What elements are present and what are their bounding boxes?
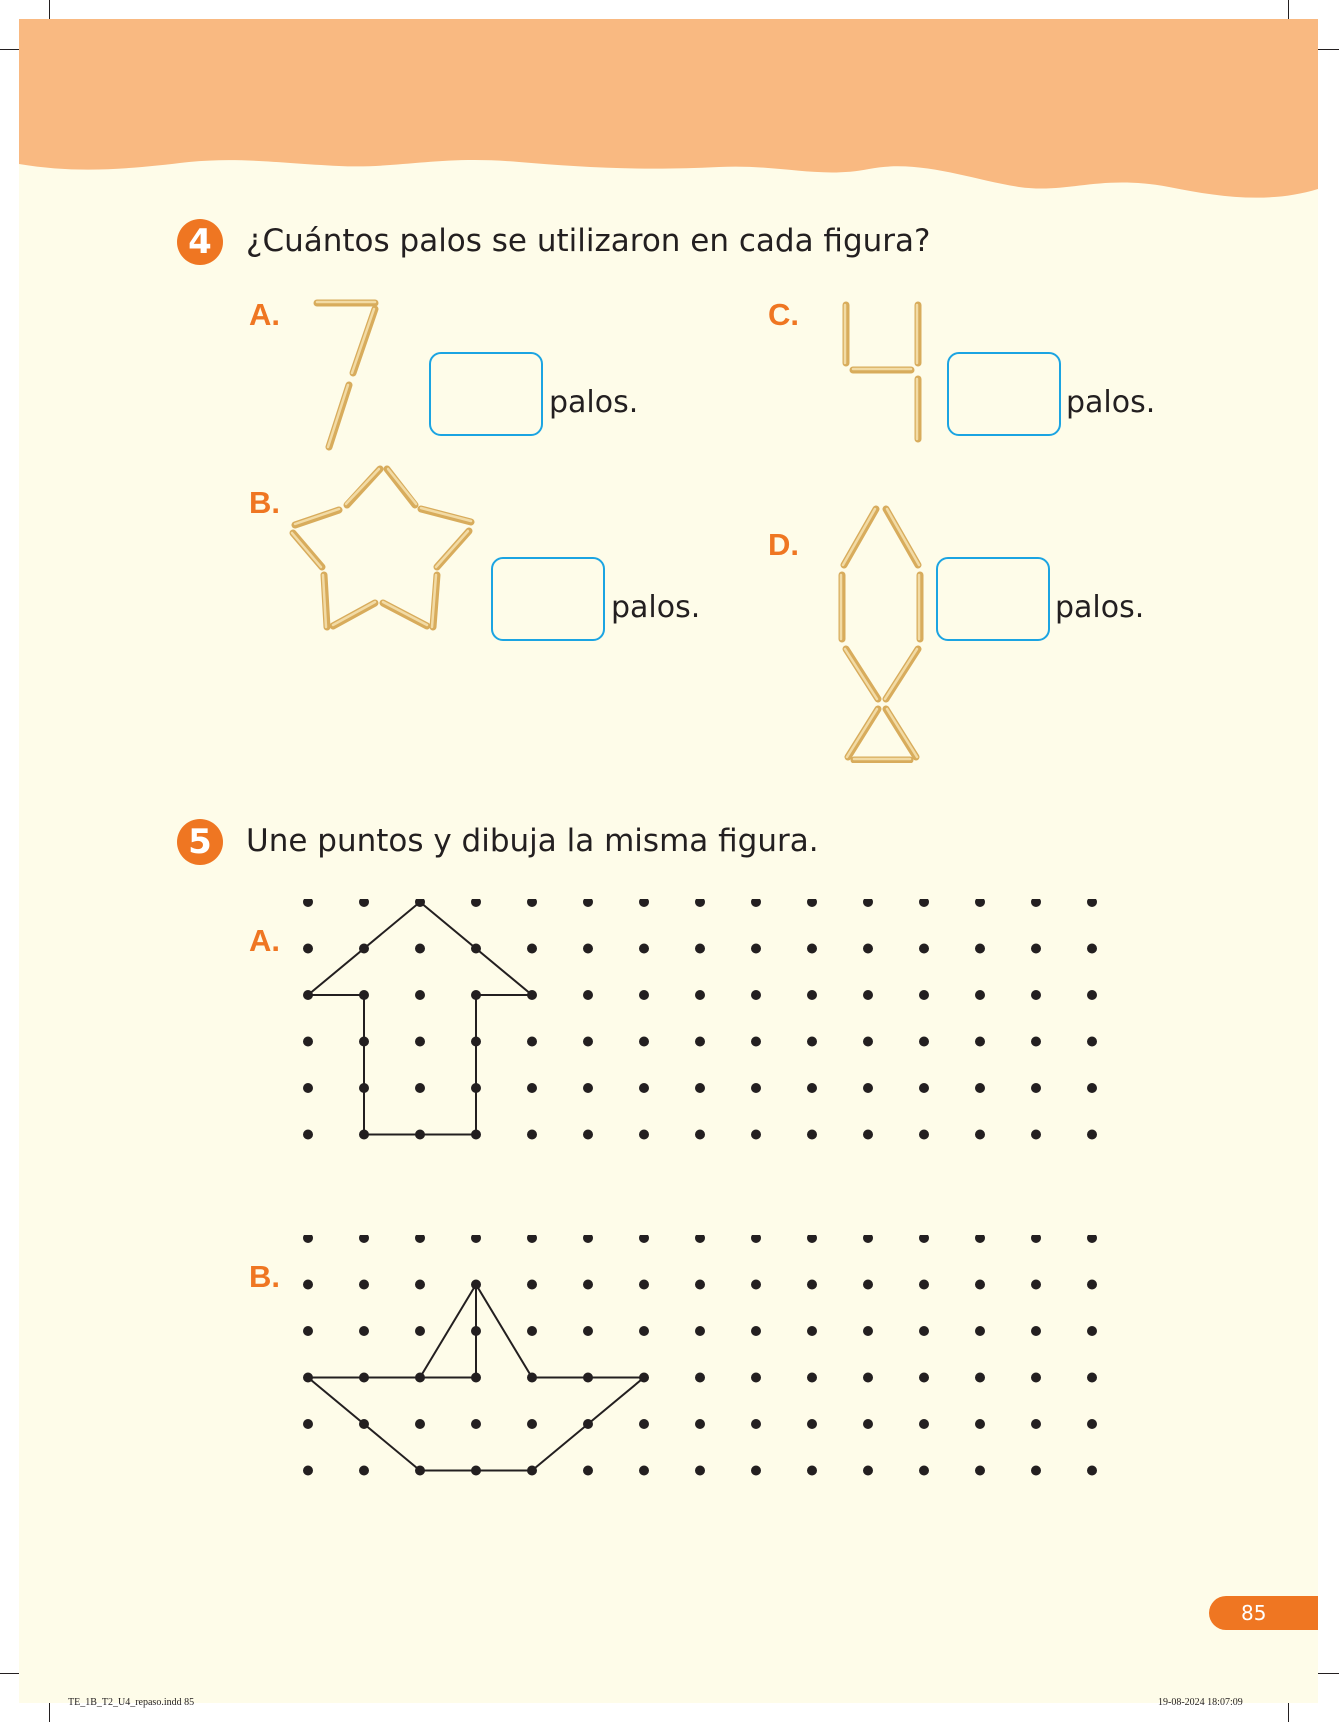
grid-dot[interactable] (863, 1235, 873, 1243)
grid-dot[interactable] (863, 1419, 873, 1429)
grid-dot[interactable] (471, 1419, 481, 1429)
item-label-d: D. (768, 527, 799, 562)
grid-dot[interactable] (415, 1037, 425, 1047)
grid-dot[interactable] (359, 899, 369, 907)
grid-dot[interactable] (1087, 899, 1097, 907)
timestamp: 19-08-2024 18:07:09 (1158, 1697, 1243, 1708)
grid-dot[interactable] (751, 899, 761, 907)
grid-dot[interactable] (807, 1326, 817, 1336)
item-label-b: B. (249, 485, 280, 520)
number-seven-of-sticks-figure (309, 297, 409, 457)
number-four-of-sticks-figure (837, 299, 937, 459)
grid-dot[interactable] (863, 1130, 873, 1140)
grid-dot[interactable] (863, 990, 873, 1000)
grid-dot[interactable] (415, 1083, 425, 1093)
grid-dot[interactable] (639, 944, 649, 954)
grid-dot[interactable] (751, 990, 761, 1000)
grid-dot[interactable] (583, 1466, 593, 1476)
grid-dot[interactable] (471, 1326, 481, 1336)
grid-dot[interactable] (695, 899, 705, 907)
grid-dot[interactable] (975, 1235, 985, 1243)
grid-dot[interactable] (1031, 1130, 1041, 1140)
grid-dot[interactable] (527, 1130, 537, 1140)
grid-dot[interactable] (303, 1083, 313, 1093)
grid-dot[interactable] (919, 1235, 929, 1243)
grid-dot[interactable] (415, 1466, 425, 1476)
grid-dot[interactable] (303, 1326, 313, 1336)
grid-dot[interactable] (975, 899, 985, 907)
grid-dot[interactable] (415, 1373, 425, 1383)
grid-dot[interactable] (583, 1083, 593, 1093)
grid-dot[interactable] (639, 1235, 649, 1243)
grid-dot[interactable] (471, 1280, 481, 1290)
grid-dot[interactable] (1087, 1083, 1097, 1093)
exercise-prompt: ¿Cuántos palos se utilizaron en cada figura? (246, 223, 931, 259)
grid-dot[interactable] (807, 1280, 817, 1290)
grid-dot[interactable] (527, 1037, 537, 1047)
grid-dot[interactable] (751, 1326, 761, 1336)
grid-dot[interactable] (919, 1037, 929, 1047)
grid-dot[interactable] (1087, 1373, 1097, 1383)
unit-label-d: palos. (1055, 590, 1145, 625)
item-label-a: A. (249, 923, 280, 958)
grid-dot[interactable] (919, 899, 929, 907)
grid-dot[interactable] (807, 1466, 817, 1476)
grid-dot[interactable] (919, 1373, 929, 1383)
grid-dot[interactable] (1087, 1037, 1097, 1047)
grid-dot[interactable] (415, 1419, 425, 1429)
grid-dot[interactable] (975, 1280, 985, 1290)
grid-dot[interactable] (1087, 990, 1097, 1000)
grid-dot[interactable] (583, 1235, 593, 1243)
grid-dot[interactable] (527, 944, 537, 954)
grid-dot[interactable] (359, 1419, 369, 1429)
grid-dot[interactable] (1087, 1130, 1097, 1140)
grid-dot[interactable] (583, 899, 593, 907)
grid-dot[interactable] (639, 1083, 649, 1093)
grid-dot[interactable] (527, 1326, 537, 1336)
grid-dot[interactable] (975, 1373, 985, 1383)
grid-dot[interactable] (415, 944, 425, 954)
grid-dot[interactable] (303, 990, 313, 1000)
fish-of-sticks-figure (834, 503, 934, 763)
grid-dot[interactable] (695, 944, 705, 954)
grid-dot[interactable] (919, 1280, 929, 1290)
grid-dot[interactable] (359, 1037, 369, 1047)
grid-dot[interactable] (1087, 1235, 1097, 1243)
grid-dot[interactable] (527, 1083, 537, 1093)
exercise-prompt: Une puntos y dibuja la misma figura. (246, 823, 819, 859)
grid-dot[interactable] (471, 1235, 481, 1243)
grid-dot[interactable] (919, 1419, 929, 1429)
unit-label-a: palos. (549, 385, 639, 420)
grid-dot[interactable] (583, 944, 593, 954)
grid-dot[interactable] (1031, 1037, 1041, 1047)
grid-dot[interactable] (415, 1326, 425, 1336)
grid-dot[interactable] (639, 1466, 649, 1476)
grid-dot[interactable] (751, 1037, 761, 1047)
grid-dot[interactable] (863, 1466, 873, 1476)
grid-dot[interactable] (919, 1326, 929, 1336)
grid-dot[interactable] (527, 990, 537, 1000)
item-label-a: A. (249, 297, 280, 332)
header-band (19, 19, 1318, 209)
grid-dot[interactable] (975, 1037, 985, 1047)
grid-dot[interactable] (919, 1083, 929, 1093)
grid-dot[interactable] (359, 1373, 369, 1383)
grid-dot[interactable] (695, 1235, 705, 1243)
answer-box-c[interactable] (947, 352, 1061, 436)
workbook-page (19, 19, 1318, 1703)
grid-dot[interactable] (1031, 1083, 1041, 1093)
grid-dot[interactable] (863, 1083, 873, 1093)
grid-dot[interactable] (359, 1083, 369, 1093)
grid-dot[interactable] (1087, 1419, 1097, 1429)
grid-dot[interactable] (471, 1373, 481, 1383)
grid-dot[interactable] (527, 1280, 537, 1290)
grid-dot[interactable] (359, 1466, 369, 1476)
grid-dot[interactable] (471, 1466, 481, 1476)
grid-dot[interactable] (471, 899, 481, 907)
grid-dot[interactable] (695, 1466, 705, 1476)
grid-dot[interactable] (863, 1326, 873, 1336)
grid-dot[interactable] (695, 990, 705, 1000)
grid-dot[interactable] (695, 1419, 705, 1429)
grid-dot[interactable] (527, 1419, 537, 1429)
grid-dot[interactable] (919, 944, 929, 954)
grid-dot[interactable] (303, 1466, 313, 1476)
grid-dot[interactable] (583, 1326, 593, 1336)
grid-dot[interactable] (639, 1326, 649, 1336)
grid-dot[interactable] (471, 1130, 481, 1140)
grid-dot[interactable] (751, 1130, 761, 1140)
grid-dot[interactable] (807, 1373, 817, 1383)
grid-dot[interactable] (975, 1326, 985, 1336)
arrow-up-on-dot-grid[interactable] (269, 899, 1099, 1159)
answer-box-b[interactable] (491, 557, 605, 641)
grid-dot[interactable] (471, 1083, 481, 1093)
grid-dot[interactable] (807, 1419, 817, 1429)
grid-dot[interactable] (1031, 1419, 1041, 1429)
grid-dot[interactable] (695, 1083, 705, 1093)
grid-dot[interactable] (919, 990, 929, 1000)
grid-dot[interactable] (1087, 1466, 1097, 1476)
grid-dot[interactable] (751, 944, 761, 954)
grid-dot[interactable] (919, 1130, 929, 1140)
grid-dot[interactable] (359, 1130, 369, 1140)
grid-dot[interactable] (975, 944, 985, 954)
item-label-c: C. (768, 297, 799, 332)
grid-dot[interactable] (303, 899, 313, 907)
grid-dot[interactable] (359, 944, 369, 954)
grid-dot[interactable] (415, 1235, 425, 1243)
grid-dot[interactable] (695, 1037, 705, 1047)
unit-label-c: palos. (1066, 385, 1156, 420)
boat-on-dot-grid[interactable] (269, 1235, 1099, 1495)
grid-dot[interactable] (807, 944, 817, 954)
grid-dot[interactable] (359, 1326, 369, 1336)
grid-dot[interactable] (1087, 1326, 1097, 1336)
grid-dot[interactable] (751, 1235, 761, 1243)
grid-dot[interactable] (583, 1130, 593, 1140)
grid-dot[interactable] (415, 1130, 425, 1140)
grid-dot[interactable] (471, 1037, 481, 1047)
grid-dot[interactable] (975, 1130, 985, 1140)
grid-dot[interactable] (359, 1280, 369, 1290)
grid-dot[interactable] (807, 899, 817, 907)
exercise-number: 4 (177, 219, 223, 265)
grid-dot[interactable] (639, 1037, 649, 1047)
grid-dot[interactable] (1087, 1280, 1097, 1290)
file-slug: TE_1B_T2_U4_repaso.indd 85 (68, 1697, 195, 1708)
grid-dot[interactable] (863, 944, 873, 954)
grid-dot[interactable] (751, 1280, 761, 1290)
grid-dot[interactable] (807, 1083, 817, 1093)
grid-dot[interactable] (975, 1419, 985, 1429)
grid-dot[interactable] (303, 944, 313, 954)
grid-dot[interactable] (1031, 1373, 1041, 1383)
grid-dot[interactable] (583, 1373, 593, 1383)
grid-dot[interactable] (527, 1373, 537, 1383)
page-number-tab: 85 (1209, 1596, 1318, 1630)
grid-dot[interactable] (303, 1373, 313, 1383)
grid-dot[interactable] (639, 990, 649, 1000)
grid-dot[interactable] (303, 1419, 313, 1429)
grid-dot[interactable] (1031, 1235, 1041, 1243)
grid-dot[interactable] (695, 1280, 705, 1290)
grid-dot[interactable] (359, 990, 369, 1000)
grid-dot[interactable] (639, 1373, 649, 1383)
grid-dot[interactable] (471, 944, 481, 954)
grid-dot[interactable] (807, 990, 817, 1000)
grid-dot[interactable] (1031, 1326, 1041, 1336)
grid-dot[interactable] (303, 1280, 313, 1290)
grid-dot[interactable] (863, 1373, 873, 1383)
answer-box-d[interactable] (936, 557, 1050, 641)
grid-dot[interactable] (471, 990, 481, 1000)
grid-dot[interactable] (415, 1280, 425, 1290)
grid-dot[interactable] (975, 990, 985, 1000)
grid-dot[interactable] (639, 1280, 649, 1290)
grid-dot[interactable] (807, 1130, 817, 1140)
grid-dot[interactable] (695, 1373, 705, 1383)
grid-dot[interactable] (359, 1235, 369, 1243)
grid-dot[interactable] (583, 1037, 593, 1047)
answer-box-a[interactable] (429, 352, 543, 436)
grid-dot[interactable] (751, 1419, 761, 1429)
unit-label-b: palos. (611, 590, 701, 625)
grid-dot[interactable] (695, 1326, 705, 1336)
grid-dot[interactable] (527, 1466, 537, 1476)
grid-dot[interactable] (863, 1280, 873, 1290)
grid-dot[interactable] (415, 990, 425, 1000)
grid-dot[interactable] (303, 1130, 313, 1140)
grid-dot[interactable] (583, 1419, 593, 1429)
grid-dot[interactable] (751, 1466, 761, 1476)
grid-dot[interactable] (639, 899, 649, 907)
grid-dot[interactable] (583, 1280, 593, 1290)
grid-dot[interactable] (583, 990, 593, 1000)
grid-dot[interactable] (1031, 944, 1041, 954)
grid-dot[interactable] (303, 1037, 313, 1047)
grid-dot[interactable] (639, 1130, 649, 1140)
grid-dot[interactable] (639, 1419, 649, 1429)
item-label-b: B. (249, 1259, 280, 1294)
grid-dot[interactable] (1031, 899, 1041, 907)
grid-dot[interactable] (975, 1466, 985, 1476)
star-of-sticks-figure (287, 463, 487, 643)
grid-dot[interactable] (807, 1037, 817, 1047)
grid-dot[interactable] (751, 1373, 761, 1383)
grid-dot[interactable] (863, 1037, 873, 1047)
grid-dot[interactable] (1031, 990, 1041, 1000)
exercise-number: 5 (177, 819, 223, 865)
grid-dot[interactable] (919, 1466, 929, 1476)
grid-dot[interactable] (863, 899, 873, 907)
grid-dot[interactable] (975, 1083, 985, 1093)
grid-dot[interactable] (695, 1130, 705, 1140)
grid-dot[interactable] (1031, 1466, 1041, 1476)
grid-dot[interactable] (303, 1235, 313, 1243)
grid-dot[interactable] (1087, 944, 1097, 954)
grid-dot[interactable] (807, 1235, 817, 1243)
grid-dot[interactable] (527, 899, 537, 907)
grid-dot[interactable] (751, 1083, 761, 1093)
grid-dot[interactable] (1031, 1280, 1041, 1290)
grid-dot[interactable] (527, 1235, 537, 1243)
